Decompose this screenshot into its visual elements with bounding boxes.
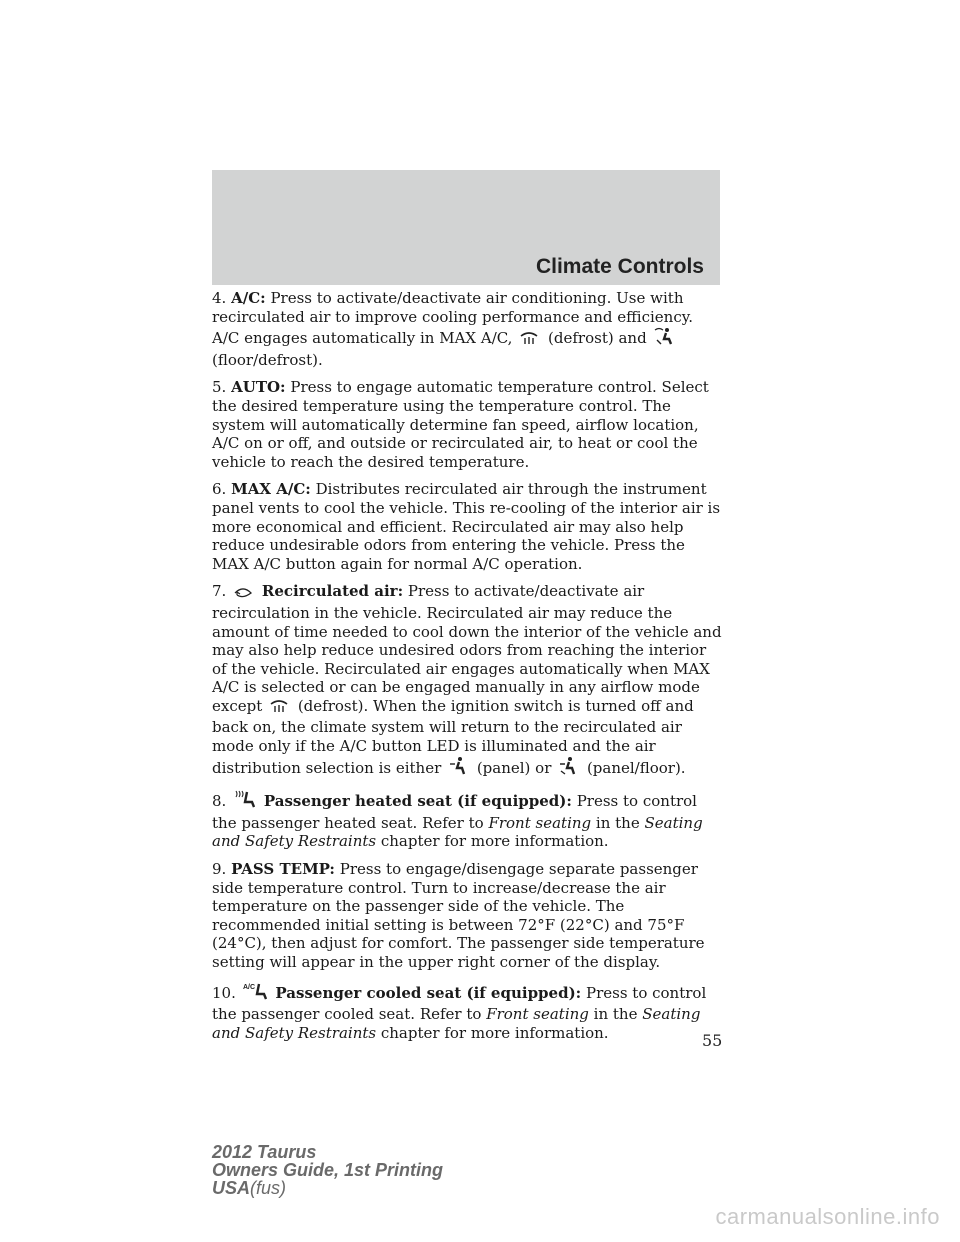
heated-seat-icon <box>233 789 255 814</box>
item-term: A/C: <box>231 289 266 307</box>
cooled-seat-icon-label: A/C <box>242 983 255 991</box>
item-reference: Seating and Safety Restraints <box>212 1005 701 1042</box>
item-number: 6. <box>212 480 227 499</box>
item-text: Press to activate/deactivate air conditioning. Use with recirculated air to improve cooling performance and efficiency. A/C engages automatically in MAX A/C, <box>212 289 693 348</box>
item-term: Passenger heated seat (if equipped): <box>263 792 572 811</box>
item-reference: Front seating <box>486 1005 589 1024</box>
item-reference: Front seating <box>488 813 592 832</box>
page-number: 55 <box>702 1031 723 1050</box>
document-footer <box>212 1143 443 1197</box>
item-5 <box>212 378 724 471</box>
item-9 <box>212 860 724 972</box>
item-text: in the <box>593 1005 638 1024</box>
item-text: and <box>618 329 647 348</box>
watermark: carmanualsonline.info <box>715 1204 940 1229</box>
item-text: (panel/floor). <box>586 758 686 777</box>
item-10 <box>212 981 724 1043</box>
footer-line <box>212 1179 443 1197</box>
defrost-icon <box>269 698 289 719</box>
item-text: chapter for more information. <box>380 1023 609 1042</box>
item-7 <box>212 582 724 780</box>
footer-line: 2012 Taurus <box>212 1142 317 1162</box>
footer-region-code: (fus) <box>250 1178 287 1198</box>
item-term: Passenger cooled seat (if equipped): <box>275 983 582 1002</box>
item-text: Distributes recirculated air through the instrument panel vents to cool the vehicle. This re-cooling of the interior air is more economical and efficient. Recirculated air may also help reduce undesirable odors from entering the vehicle. Press the MAX A/C button again for normal A/C operation. <box>212 480 721 573</box>
item-text: (defrost). When the ignition switch is turned off and back on, the climate system will return to the recirculated air mode only if the A/C button LED is illuminated and the air distribution selection is either <box>212 696 694 777</box>
panel-floor-icon <box>558 756 578 781</box>
item-text: (panel) or <box>476 758 552 777</box>
item-text: Press to control the passenger heated seat. Refer to <box>212 792 697 832</box>
item-number: 10. <box>212 983 236 1002</box>
item-reference: Seating and Safety Restraints <box>212 813 703 851</box>
item-number: 4. <box>212 289 227 307</box>
item-term: MAX A/C: <box>231 480 311 499</box>
item-text: chapter for more information. <box>380 832 609 851</box>
cooled-seat-icon <box>243 981 267 1006</box>
manual-body <box>212 289 724 1051</box>
item-text: in the <box>595 813 640 832</box>
section-title: Climate Controls <box>535 255 704 278</box>
item-text: Press to engage automatic temperature control. Select the desired temperature using the temperature control. The system will automatically determine fan speed, airflow location, A/C on or off, and outside or recirculated air, to heat or cool the vehicle to reach the desired temperature. <box>212 378 709 471</box>
section-header-band <box>212 170 720 285</box>
panel-vent-icon <box>448 756 468 781</box>
item-text: Press to engage/disengage separate passenger side temperature control. Turn to increase/decrease the air temperature on the passenger side of the vehicle. The recommended initial setting is between 72°F (22°C) and 75°F (24°C), then adjust for comfort. The passenger side temperature setting will appear in the upper right corner of the display. <box>212 860 705 971</box>
item-8 <box>212 789 724 851</box>
item-text: Press to control the passenger cooled seat. Refer to <box>212 983 707 1024</box>
item-6 <box>212 480 724 573</box>
item-term: PASS TEMP: <box>231 860 335 879</box>
item-term: AUTO: <box>231 378 286 397</box>
floor-defrost-icon <box>653 326 675 351</box>
recirculate-icon <box>233 585 253 604</box>
footer-line: Owners Guide, 1st Printing <box>212 1160 444 1180</box>
item-text: Press to activate/deactivate air recirculation in the vehicle. Recirculated air may reduce the amount of time needed to cool down the interior of the vehicle and may also help reduce undesired odors from reaching the interior of the vehicle. Recirculated air engages automatically when MAX A/C is selected or can be engaged manually in any airflow mode except <box>212 582 722 715</box>
item-number: 5. <box>212 378 227 397</box>
item-text: (defrost) <box>548 329 614 348</box>
item-number: 8. <box>212 792 227 811</box>
item-text: (floor/defrost). <box>212 350 323 369</box>
item-number: 9. <box>212 860 227 879</box>
item-term: Recirculated air: <box>261 582 404 601</box>
item-4 <box>212 289 724 369</box>
item-number: 7. <box>212 582 227 601</box>
defrost-icon <box>519 330 539 351</box>
footer-region: USA <box>212 1178 251 1198</box>
